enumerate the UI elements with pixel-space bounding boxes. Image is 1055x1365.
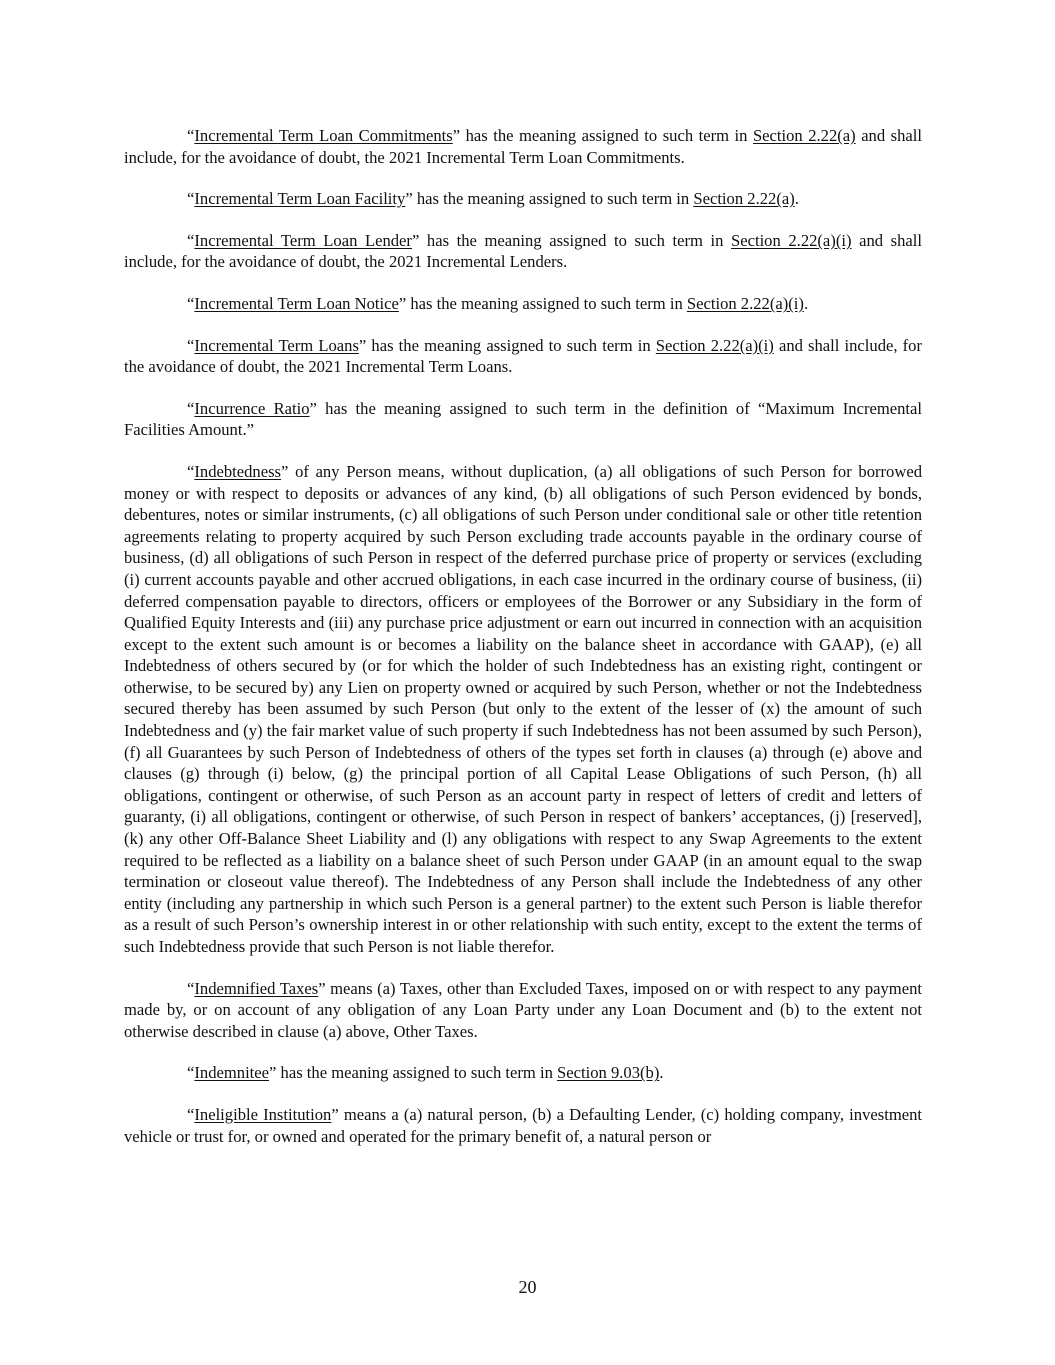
- definition-text: has the meaning assigned to such term in: [412, 189, 694, 209]
- definition-text: of any Person means, without duplication, (a) all obligations of such Person for borrowed money or with respect to deposits or advances of any kind, (b) all obligations of such Person evidenced by bonds, debentures, notes or similar instruments, (c) all obligations of such Person under conditional sale or other title retention agreements relating to property acquired by such Person excluding trade accounts payable in the ordinary course of business, (d) all obligations of such Person in respect of the deferred purchase price of property or services (excluding (i) current accounts payable and other accrued obligations, in each case incurred in the ordinary course of business, (ii) deferred compensation payable to directors, officers or employees of the Borrower or any Subsidiary in the form of Qualified Equity Interests and (iii) any purchase price adjustment or earn out incurred in connection with an acquisition except to the extent such amount is or becomes a liability on the balance sheet in accordance with GAAP), (e) all Indebtedness of others secured by (or for which the holder of such Indebtedness has an existing right, contingent or otherwise, to be secured by) any Lien on property owned or acquired by such Person, whether or not the Indebtedness secured thereby has been assumed by such Person (but only to the extent of the lesser of (x) the amount of such Indebtedness and (y) the fair market value of such property if such Indebtedness has not been assumed by such Person), (f) all Guarantees by such Person of Indebtedness of others of the types set forth in clauses (a) through (e) above and clauses (g) through (i) below, (g) the principal portion of all Capital Lease Obligations of such Person, (h) all obligations, contingent or otherwise, of such Person as an account party in respect of letters of credit and letters of guaranty, (i) all obligations, contingent or otherwise, of such Person in respect of bankers’ acceptances, (j) [reserved], (k) any other Off-Balance Sheet Liability and (l) any obligations with respect to any Swap Agreements to the extent required to be reflected as a liability on a balance sheet of such Person under GAAP (in an amount equal to the swap termination or closeout value thereof). The Indebtedness of any Person shall include the Indebtedness of any other entity (including any partnership in which such Person is a general partner) to the extent such Person is liable therefor as a result of such Person’s ownership interest in or other relationship with such entity, except to the extent the terms of such Indebtedness provide that such Person is not liable therefor.: [124, 461, 922, 956]
- open-quote: “: [187, 1063, 195, 1083]
- close-quote: ”: [358, 335, 367, 355]
- open-quote: “: [187, 126, 195, 145]
- open-quote: “: [187, 335, 195, 355]
- open-quote: “: [187, 461, 195, 481]
- definitions-body: [124, 125, 922, 1167]
- definition-paragraph: [124, 1104, 922, 1147]
- section-reference: Section 2.22(a): [693, 189, 795, 209]
- definition-text: and shall include, for the avoidance of doubt, the 2021 Incremental Lenders.: [124, 230, 922, 272]
- defined-term: Incremental Term Loan Commitments: [194, 126, 453, 145]
- definition-paragraph: [124, 978, 922, 1043]
- open-quote: “: [187, 978, 195, 998]
- definition-paragraph: [124, 188, 922, 210]
- close-quote: ”: [405, 189, 413, 209]
- open-quote: “: [187, 230, 195, 250]
- definition-paragraph: [124, 335, 922, 378]
- definition-text: has the meaning assigned to such term in: [276, 1063, 558, 1083]
- section-reference: Section 2.22(a): [752, 126, 856, 145]
- definition-text: means (a) Taxes, other than Excluded Taxes, imposed on or with respect to any payment made by, or on account of any obligation of any Loan Party under any Loan Document and (b) to the extent not otherwise described in clause (a) above, Other Taxes.: [124, 978, 922, 1041]
- open-quote: “: [187, 189, 195, 209]
- section-reference: Section 2.22(a)(i): [686, 293, 804, 313]
- definition-text: .: [794, 189, 799, 209]
- definition-paragraph: [124, 398, 922, 441]
- close-quote: ”: [281, 461, 289, 481]
- definition-text: means a (a) natural person, (b) a Defaulting Lender, (c) holding company, investment vehicle or trust for, or owned and operated for the primary benefit of, a natural person or: [124, 1104, 922, 1146]
- open-quote: “: [187, 1104, 195, 1124]
- definition-paragraph: [124, 461, 922, 958]
- definition-paragraph: [124, 293, 922, 315]
- defined-term: Indemnified Taxes: [194, 978, 319, 998]
- defined-term: Incremental Term Loan Notice: [194, 293, 399, 313]
- definition-text: has the meaning assigned to such term in: [419, 230, 731, 250]
- defined-term: Incurrence Ratio: [194, 398, 310, 418]
- close-quote: ”: [411, 230, 420, 250]
- close-quote: ”: [452, 126, 461, 145]
- definition-text: has the meaning assigned to such term in: [366, 335, 656, 355]
- section-reference: Section 2.22(a)(i): [655, 335, 774, 355]
- definition-text: .: [803, 293, 809, 313]
- defined-term: Indemnitee: [194, 1063, 270, 1083]
- definition-text: has the meaning assigned to such term in: [460, 126, 753, 145]
- close-quote: ”: [398, 293, 407, 313]
- definition-text: has the meaning assigned to such term in: [406, 293, 687, 313]
- definition-paragraph: [124, 125, 922, 168]
- close-quote: ”: [309, 398, 317, 418]
- close-quote: ”: [331, 1104, 339, 1124]
- defined-term: Incremental Term Loans: [194, 335, 359, 355]
- close-quote: ”: [269, 1063, 277, 1083]
- close-quote: ”: [318, 978, 326, 998]
- definition-text: and shall include, for the avoidance of doubt, the 2021 Incremental Term Loans.: [124, 335, 922, 377]
- definition-paragraph: [124, 1062, 922, 1084]
- defined-term: Incremental Term Loan Lender: [194, 230, 412, 250]
- section-reference: Section 2.22(a)(i): [731, 230, 852, 250]
- definition-text: .: [659, 1063, 664, 1083]
- open-quote: “: [187, 398, 195, 418]
- defined-term: Indebtedness: [194, 461, 282, 481]
- definition-text: has the meaning assigned to such term in the definition of “Maximum Incremental Facilities Amount.”: [124, 398, 922, 440]
- open-quote: “: [187, 293, 195, 313]
- page-number: 20: [518, 1277, 537, 1297]
- definition-paragraph: [124, 230, 922, 273]
- defined-term: Incremental Term Loan Facility: [194, 189, 406, 209]
- defined-term: Ineligible Institution: [194, 1104, 332, 1124]
- section-reference: Section 9.03(b): [557, 1063, 660, 1083]
- definition-text: and shall include, for the avoidance of doubt, the 2021 Incremental Term Loan Commitments.: [124, 126, 922, 167]
